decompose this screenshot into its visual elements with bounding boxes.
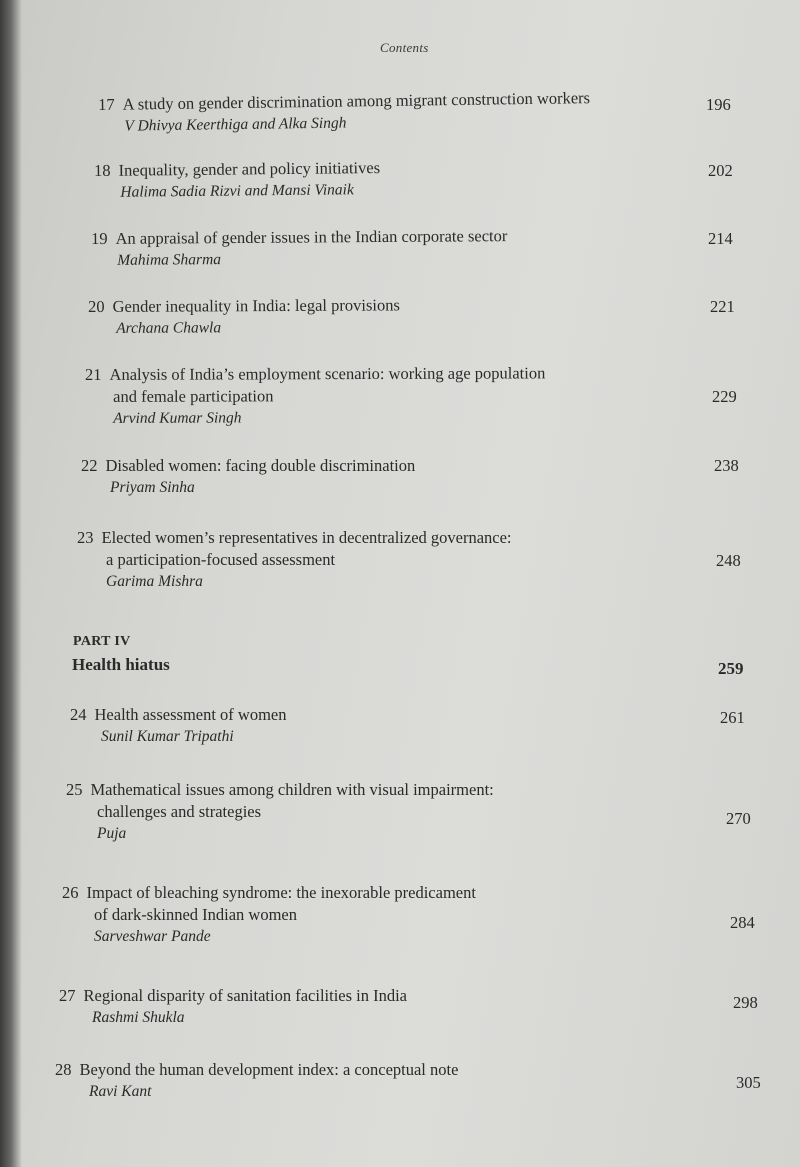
entry-title bbox=[85, 362, 545, 386]
entry-title-line: Mathematical issues among children with visual impairment: bbox=[90, 780, 494, 799]
entry-page-22: 238 bbox=[714, 456, 739, 475]
running-header: Contents bbox=[380, 40, 429, 55]
entry-title-line: A study on gender discrimination among migrant construction workers bbox=[122, 88, 591, 114]
entry-number: 20 bbox=[88, 296, 105, 316]
entry-page-19: 214 bbox=[708, 229, 733, 248]
entry-title-line: challenges and strategies bbox=[97, 802, 262, 821]
entry-author: Archana Chawla bbox=[116, 319, 222, 337]
entry-title-line: Analysis of India’s employment scenario: working age population bbox=[109, 363, 546, 384]
toc-entry-25 bbox=[66, 779, 494, 845]
part-page: 259 bbox=[718, 659, 744, 678]
entry-title-line: Impact of bleaching syndrome: the inexorable predicament bbox=[86, 883, 476, 902]
entry-title-line: Gender inequality in India: legal provisions bbox=[112, 295, 400, 316]
entry-title bbox=[88, 294, 400, 318]
entry-page-21: 229 bbox=[712, 387, 737, 406]
entry-author: V Dhivya Keerthiga and Alka Singh bbox=[124, 114, 347, 135]
toc-entry-18 bbox=[94, 157, 380, 204]
entry-number: 26 bbox=[62, 883, 79, 902]
page-shadow-edge bbox=[0, 0, 22, 1167]
entry-page-18: 202 bbox=[708, 161, 733, 180]
entry-title bbox=[59, 985, 407, 1007]
entry-page-23: 248 bbox=[716, 551, 741, 570]
toc-entry-20 bbox=[88, 294, 400, 340]
entry-title-line: Health assessment of women bbox=[94, 705, 287, 724]
entry-title bbox=[94, 157, 380, 182]
entry-title-line: An appraisal of gender issues in the Indian corporate sector bbox=[115, 226, 508, 248]
entry-page-27: 298 bbox=[733, 993, 758, 1012]
entry-title bbox=[81, 455, 415, 477]
entry-page-24: 261 bbox=[720, 708, 745, 727]
entry-title-line: Elected women’s representatives in decentralized governance: bbox=[101, 528, 512, 547]
entry-author: Garima Mishra bbox=[106, 573, 203, 590]
entry-page-28: 305 bbox=[736, 1073, 761, 1092]
entry-number: 22 bbox=[81, 456, 98, 475]
entry-title-line: a participation-focused assessment bbox=[106, 550, 336, 569]
part-label: PART IV bbox=[73, 634, 131, 649]
entry-title-line: and female participation bbox=[113, 386, 274, 406]
entry-number: 24 bbox=[70, 705, 87, 724]
entry-title-line: Beyond the human development index: a conceptual note bbox=[79, 1060, 459, 1079]
entry-number: 19 bbox=[91, 228, 108, 248]
toc-entry-27 bbox=[59, 985, 407, 1029]
entry-author: Puja bbox=[97, 825, 127, 842]
entry-number: 21 bbox=[85, 364, 102, 384]
entry-page-17: 196 bbox=[706, 95, 731, 114]
entry-page-25: 270 bbox=[726, 809, 751, 828]
entry-number: 27 bbox=[59, 986, 76, 1005]
toc-entry-28 bbox=[55, 1059, 458, 1103]
entry-title bbox=[77, 527, 512, 549]
toc-entry-23 bbox=[77, 527, 512, 593]
entry-title bbox=[70, 704, 287, 726]
toc-entry-21 bbox=[85, 362, 546, 430]
entry-title-line: Regional disparity of sanitation facilities in India bbox=[83, 986, 408, 1005]
entry-page-26: 284 bbox=[730, 913, 755, 932]
entry-author: Arvind Kumar Singh bbox=[113, 409, 242, 427]
entry-author: Rashmi Shukla bbox=[92, 1009, 185, 1026]
toc-entry-19 bbox=[91, 225, 508, 272]
entry-number: 28 bbox=[55, 1060, 72, 1079]
entry-author: Sarveshwar Pande bbox=[94, 928, 211, 945]
entry-title-line: Inequality, gender and policy initiatives bbox=[118, 158, 381, 180]
entry-title-line: Disabled women: facing double discrimination bbox=[105, 456, 416, 475]
part-title: Health hiatus bbox=[72, 655, 170, 674]
entry-author: Mahima Sharma bbox=[117, 251, 222, 269]
toc-entry-22 bbox=[81, 455, 415, 499]
entry-title bbox=[66, 779, 494, 801]
entry-author: Halima Sadia Rizvi and Mansi Vinaik bbox=[120, 181, 354, 201]
entry-title bbox=[62, 882, 476, 904]
entry-author: Sunil Kumar Tripathi bbox=[101, 728, 234, 745]
entry-author: Ravi Kant bbox=[89, 1083, 152, 1100]
entry-number: 17 bbox=[98, 94, 115, 114]
toc-entry-26 bbox=[62, 882, 476, 948]
entry-author: Priyam Sinha bbox=[110, 479, 195, 496]
toc-entry-17 bbox=[98, 87, 590, 138]
entry-number: 23 bbox=[77, 528, 94, 547]
entry-number: 25 bbox=[66, 780, 83, 799]
entry-title-line: of dark-skinned Indian women bbox=[94, 905, 297, 924]
entry-title bbox=[55, 1059, 458, 1081]
toc-entry-24 bbox=[70, 704, 287, 748]
entry-title bbox=[91, 225, 507, 250]
entry-number: 18 bbox=[94, 160, 111, 180]
entry-page-20: 221 bbox=[710, 297, 735, 316]
